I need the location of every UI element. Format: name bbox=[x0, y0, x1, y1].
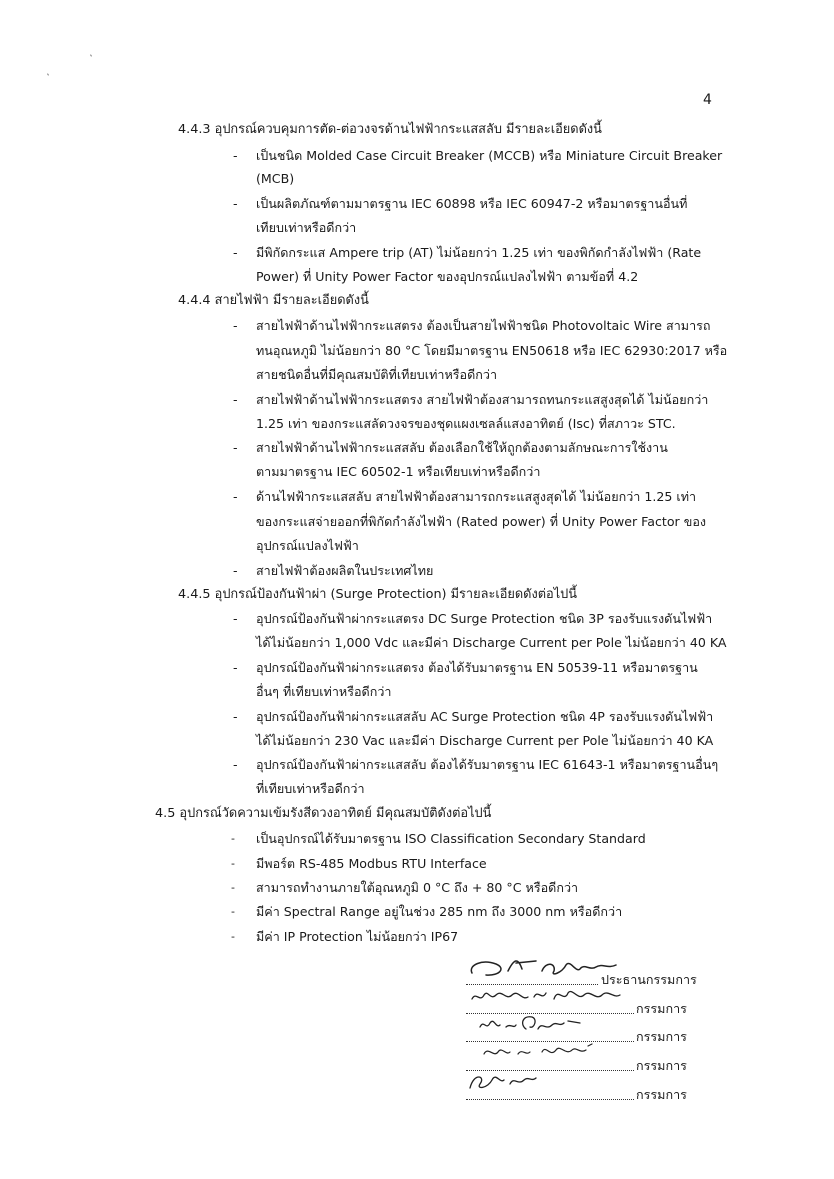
bullet-dash: - bbox=[233, 563, 238, 578]
bullet-dash: - bbox=[233, 660, 238, 675]
bullet-dash: - bbox=[233, 611, 238, 626]
section-4-5-heading: 4.5 อุปกรณ์วัดความเข้มรังสีดวงอาทิตย์ มีคุณสมบัติดังต่อไปนี้ bbox=[155, 806, 492, 821]
section-4-4-4-line: สายไฟฟ้าด้านไฟฟ้ากระแสตรง สายไฟฟ้าต้องสามารถทนกระแสสูงสุดได้ ไม่น้อยกว่า bbox=[256, 392, 709, 407]
bullet-dash: - bbox=[233, 148, 238, 163]
section-4-4-3-heading: 4.4.3 อุปกรณ์ควบคุมการตัด-ต่อวงจรด้านไฟฟ้ากระแสสลับ มีรายละเอียดดังนี้ bbox=[178, 122, 602, 137]
section-4-4-3-line: เป็นผลิตภัณฑ์ตามมาตรฐาน IEC 60898 หรือ IEC 60947-2 หรือมาตรฐานอื่นที่ bbox=[256, 196, 688, 211]
bullet-dash: - bbox=[233, 489, 238, 504]
section-4-4-4-line: ตามมาตรฐาน IEC 60502-1 หรือเทียบเท่าหรือดีกว่า bbox=[256, 464, 541, 479]
section-4-5-line: มีพอร์ต RS-485 Modbus RTU Interface bbox=[256, 856, 487, 871]
bullet-dash: - bbox=[231, 905, 235, 918]
section-4-4-4-line: สายชนิดอื่นที่มีคุณสมบัติที่เทียบเท่าหรือดีกว่า bbox=[256, 367, 498, 382]
section-4-4-4-line: ด้านไฟฟ้ากระแสสลับ สายไฟฟ้าต้องสามารถกระแสสูงสุดได้ ไม่น้อยกว่า 1.25 เท่า bbox=[256, 489, 697, 504]
bullet-dash: - bbox=[233, 318, 238, 333]
section-4-4-5-line: ได้ไม่น้อยกว่า 230 Vac และมีค่า Discharge Current per Pole ไม่น้อยกว่า 40 KA bbox=[256, 733, 714, 748]
section-4-4-3-line: มีพิกัดกระแส Ampere trip (AT) ไม่น้อยกว่า 1.25 เท่า ของพิกัดกำลังไฟฟ้า (Rate bbox=[256, 245, 702, 260]
section-4-4-3-line: เป็นชนิด Molded Case Circuit Breaker (MCCB) หรือ Miniature Circuit Breaker bbox=[256, 148, 723, 163]
bullet-dash: - bbox=[233, 245, 238, 260]
bullet-dash: - bbox=[233, 709, 238, 724]
page-number: 4 bbox=[703, 92, 712, 108]
section-4-4-5-line: อุปกรณ์ป้องกันฟ้าผ่ากระแสตรง DC Surge Protection ชนิด 3P รองรับแรงดันไฟฟ้า bbox=[256, 611, 713, 626]
bullet-dash: - bbox=[233, 440, 238, 455]
signature-role: กรรมการ bbox=[636, 1001, 687, 1016]
signature-role: กรรมการ bbox=[636, 1058, 687, 1073]
signature-dotted-line bbox=[466, 1099, 634, 1100]
section-4-4-4-line: 1.25 เท่า ของกระแสลัดวงจรของชุดแผงเซลล์แสงอาทิตย์ (Isc) ที่สภาวะ STC. bbox=[256, 416, 676, 431]
section-4-4-4-heading: 4.4.4 สายไฟฟ้า มีรายละเอียดดังนี้ bbox=[178, 293, 369, 308]
section-4-4-5-line: อุปกรณ์ป้องกันฟ้าผ่ากระแสสลับ AC Surge Protection ชนิด 4P รองรับแรงดันไฟฟ้า bbox=[256, 709, 714, 724]
section-4-4-4-line: สายไฟฟ้าต้องผลิตในประเทศไทย bbox=[256, 563, 434, 578]
bullet-dash: - bbox=[231, 857, 235, 870]
section-4-5-line: สามารถทำงานภายใต้อุณหภูมิ 0 °C ถึง + 80 °C หรือดีกว่า bbox=[256, 880, 579, 895]
signature-role: กรรมการ bbox=[636, 1087, 687, 1102]
bullet-dash: - bbox=[231, 832, 235, 845]
section-4-4-5-line: อุปกรณ์ป้องกันฟ้าผ่ากระแสสลับ ต้องได้รับมาตรฐาน IEC 61643-1 หรือมาตรฐานอื่นๆ bbox=[256, 757, 719, 772]
section-4-4-4-line: ของกระแสจ่ายออกที่พิกัดกำลังไฟฟ้า (Rated power) ที่ Unity Power Factor ของ bbox=[256, 514, 707, 529]
bullet-dash: - bbox=[231, 930, 235, 943]
section-4-4-5-line: อื่นๆ ที่เทียบเท่าหรือดีกว่า bbox=[256, 684, 392, 699]
signature-role: กรรมการ bbox=[636, 1029, 687, 1044]
bullet-dash: - bbox=[233, 757, 238, 772]
section-4-4-4-line: ทนอุณหภูมิ ไม่น้อยกว่า 80 °C โดยมีมาตรฐาน EN50618 หรือ IEC 62930:2017 หรือ bbox=[256, 343, 728, 358]
section-4-4-4-line: สายไฟฟ้าด้านไฟฟ้ากระแสตรง ต้องเป็นสายไฟฟ้าชนิด Photovoltaic Wire สามารถ bbox=[256, 318, 711, 333]
signature-role: ประธานกรรมการ bbox=[601, 972, 697, 987]
section-4-5-line: เป็นอุปกรณ์ได้รับมาตรฐาน ISO Classification Secondary Standard bbox=[256, 831, 646, 846]
section-4-4-5-line: อุปกรณ์ป้องกันฟ้าผ่ากระแสตรง ต้องได้รับมาตรฐาน EN 50539-11 หรือมาตรฐาน bbox=[256, 660, 698, 675]
bullet-dash: - bbox=[233, 196, 238, 211]
section-4-4-3-line: Power) ที่ Unity Power Factor ของอุปกรณ์แปลงไฟฟ้า ตามข้อที่ 4.2 bbox=[256, 269, 639, 284]
section-4-4-3-line: (MCB) bbox=[256, 171, 295, 186]
section-4-4-3-line: เทียบเท่าหรือดีกว่า bbox=[256, 220, 357, 235]
scan-speck bbox=[47, 73, 49, 75]
scan-speck bbox=[90, 54, 92, 56]
section-4-5-line: มีค่า IP Protection ไม่น้อยกว่า IP67 bbox=[256, 929, 459, 944]
bullet-dash: - bbox=[233, 392, 238, 407]
section-4-5-line: มีค่า Spectral Range อยู่ในช่วง 285 nm ถึง 3000 nm หรือดีกว่า bbox=[256, 904, 623, 919]
section-4-4-4-line: สายไฟฟ้าด้านไฟฟ้ากระแสสลับ ต้องเลือกใช้ให้ถูกต้องตามลักษณะการใช้งาน bbox=[256, 440, 668, 455]
section-4-4-5-line: ได้ไม่น้อยกว่า 1,000 Vdc และมีค่า Discharge Current per Pole ไม่น้อยกว่า 40 KA bbox=[256, 635, 727, 650]
section-4-4-5-heading: 4.4.5 อุปกรณ์ป้องกันฟ้าผ่า (Surge Protection) มีรายละเอียดดังต่อไปนี้ bbox=[178, 587, 578, 602]
section-4-4-4-line: อุปกรณ์แปลงไฟฟ้า bbox=[256, 538, 359, 553]
bullet-dash: - bbox=[231, 881, 235, 894]
section-4-4-5-line: ที่เทียบเท่าหรือดีกว่า bbox=[256, 781, 365, 796]
